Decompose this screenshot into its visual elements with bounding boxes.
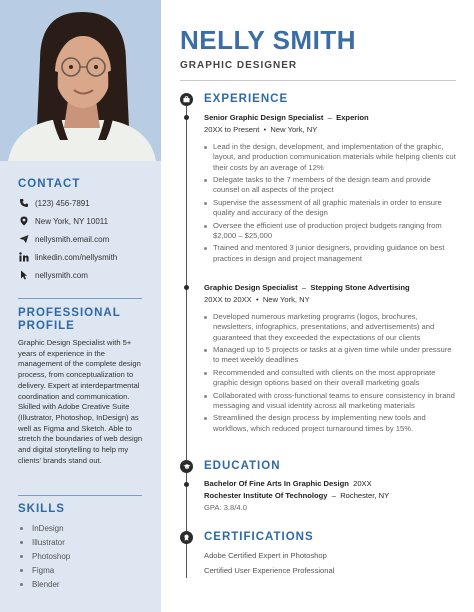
contact-linkedin[interactable]: linkedin.com/nellysmith [18, 251, 117, 263]
education-heading: EDUCATION [204, 460, 281, 472]
candidate-title: GRAPHIC DESIGNER [180, 60, 298, 71]
timeline-dot [184, 115, 189, 120]
divider [18, 298, 142, 299]
certificate-icon [180, 531, 193, 544]
job-title-line: Graphic Design Specialist – Stepping Stone Advertising [204, 283, 410, 292]
timeline-dot [184, 285, 189, 290]
certification-item: Adobe Certified Expert in Photoshop [204, 551, 327, 560]
list-item: Developed numerous marketing programs (logos, brochures, newsletters, infographics, presentations, and advertisements) and guaranteed that they exceeded the expectations of our clients [204, 312, 456, 343]
location-pin-icon [18, 215, 30, 227]
profile-heading-line1: PROFESSIONAL [18, 307, 121, 319]
divider [18, 495, 142, 496]
job-bullets [204, 142, 456, 266]
cursor-icon [18, 269, 30, 281]
list-item: Streamlined the design process by implementing new tools and workflows, which reduced project turnaround times by 15%. [204, 413, 456, 434]
job-meta: 20XX to Present • New York, NY [204, 125, 318, 134]
list-item: Lead in the design, development, and implementation of the graphic, layout, and production communication materials while helping clients cut their costs by an average of 12% [204, 142, 456, 173]
skill-item: Figma [20, 566, 54, 575]
linkedin-icon [18, 251, 30, 263]
list-item: Trained and mentored 3 junior designers, providing guidance on best practices in design and project management [204, 243, 456, 264]
contact-website[interactable]: nellysmith.com [18, 269, 88, 281]
education-gpa: GPA: 3.8/4.0 [204, 503, 247, 512]
skill-item: Photoshop [20, 552, 70, 561]
contact-phone: (123) 456-7891 [18, 197, 90, 209]
divider [180, 80, 456, 81]
skill-item: Blender [20, 580, 60, 589]
list-item: Recommended and consulted with clients on the most appropriate graphic design options based on their overall marketing goals [204, 368, 456, 389]
graduation-cap-icon [180, 460, 193, 473]
education-school: Rochester Institute Of Technology – Rochester, NY [204, 491, 390, 500]
experience-heading: EXPERIENCE [204, 93, 289, 105]
list-item: Delegate tasks to the 7 members of the design team and provide counsel on all aspects of the project [204, 175, 456, 196]
timeline-dot [184, 482, 189, 487]
skills-heading: SKILLS [18, 503, 65, 515]
profile-photo [0, 0, 161, 161]
job-bullets [204, 312, 456, 436]
job-meta: 20XX to 20XX • New York, NY [204, 295, 310, 304]
timeline-line [186, 98, 187, 578]
list-item: Managed up to 5 projects or tasks at a given time while under pressure to meet weekly deadlines [204, 345, 456, 366]
send-icon [18, 233, 30, 245]
skill-item: InDesign [20, 524, 64, 533]
job-title-line: Senior Graphic Design Specialist – Experion [204, 113, 369, 122]
candidate-name: NELLY SMITH [180, 25, 356, 55]
list-item: Collaborated with cross-functional teams to ensure consistency in brand messaging and visual identity across all marketing materials [204, 391, 456, 412]
list-item: Supervise the assessment of all graphic materials in order to ensure quality and accuracy of the design [204, 198, 456, 219]
contact-heading: CONTACT [18, 178, 81, 190]
profile-summary: Graphic Design Specialist with 5+ years of experience in the management of the complete design process, from conceptualization to delivery. Expert at interdepartmental coordination and communication. Skilled with Adobe Creative Suite (Illustrator, Photoshop, InDesign) as well as Figma and Sketch. Able to stretch the boundaries of web design and digital storytelling to help my clients' brands stand out. [18, 338, 143, 465]
certifications-heading: CERTIFICATIONS [204, 531, 314, 543]
contact-location: New York, NY 10011 [18, 215, 108, 227]
list-item: Oversee the efficient use of production project budgets ranging from $2,000 – $25,000 [204, 221, 456, 242]
phone-icon [18, 197, 30, 209]
contact-email[interactable]: nellysmith.email.com [18, 233, 109, 245]
education-degree: Bachelor Of Fine Arts In Graphic Design 20XX [204, 479, 372, 488]
certification-item: Certified User Experience Professional [204, 566, 335, 575]
skill-item: Illustrator [20, 538, 65, 547]
sidebar [0, 0, 161, 612]
profile-heading-line2: PROFILE [18, 320, 75, 332]
briefcase-icon [180, 93, 193, 106]
